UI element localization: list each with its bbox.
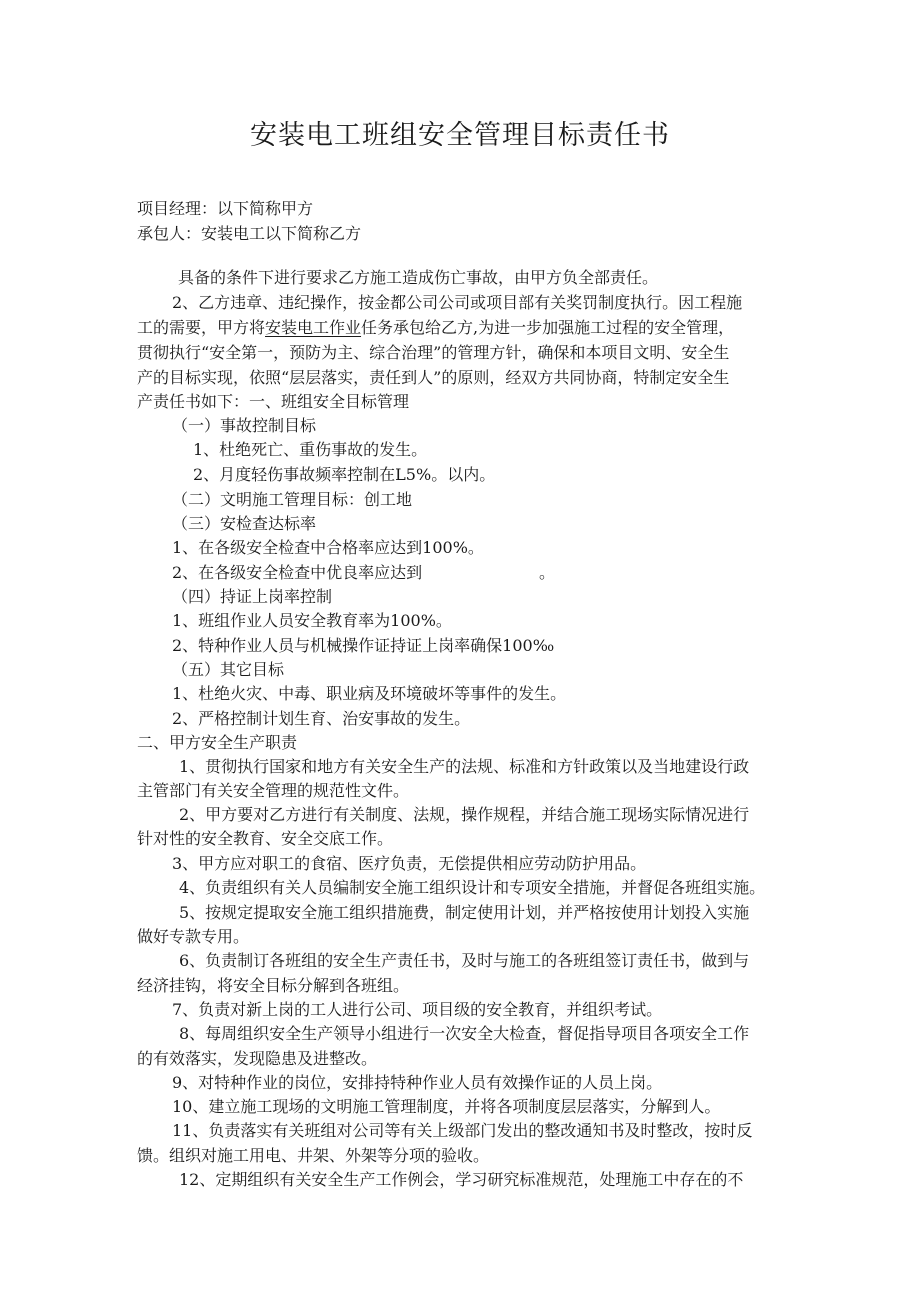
paragraph-line: 4、负责组织有关人员编制安全施工组织设计和专项安全措施，并督促各班组实施。: [179, 878, 766, 897]
list-item: 2、严格控制计划生育、治安事故的发生。: [172, 709, 471, 728]
subheading-other-goals: （五）其它目标: [172, 660, 285, 679]
paragraph-line: 经济挂钩，将安全目标分解到各班组。: [137, 976, 410, 995]
document-title: 安装电工班组安全管理目标责任书: [250, 120, 670, 151]
paragraph-line: 1、贯彻执行国家和地方有关安全生产的法规、标准和方针政策以及当地建设行政: [179, 757, 750, 776]
party-b-line: 承包人：安装电工以下简称乙方: [137, 224, 362, 243]
paragraph-line: 做好专款专用。: [137, 927, 250, 946]
intro-line-2: 2、乙方违章、违纪操作，按金都公司公司或项目部有关奖罚制度执行。因工程施: [172, 293, 743, 312]
paragraph-line: 针对性的安全教育、安全交底工作。: [137, 829, 394, 848]
paragraph-line: 2、甲方要对乙方进行有关制度、法规，操作规程，并结合施工现场实际情况进行: [179, 805, 750, 824]
paragraph-line: 9、对特种作业的岗位，安排持特种作业人员有效操作证的人员上岗。: [172, 1073, 663, 1092]
intro-line-3-post: 任务承包给乙方,为进一步加强施工过程的安全管理，: [361, 318, 735, 337]
list-item: 2、月度轻伤事故频率控制在L5%。以内。: [193, 465, 496, 484]
paragraph-line: 3、甲方应对职工的食宿、医疗负责，无偿提供相应劳动防护用品。: [172, 854, 647, 873]
list-item-end-mark: 。: [539, 563, 556, 582]
subheading-inspection-rate: （三）安检查达标率: [172, 514, 317, 533]
section-heading-party-a-duties: 二、甲方安全生产职责: [137, 733, 298, 752]
list-item: 1、杜绝死亡、重伤事故的发生。: [193, 440, 428, 459]
paragraph-line: 10、建立施工现场的文明施工管理制度，并将各项制度层层落实，分解到人。: [172, 1097, 721, 1116]
intro-line-1: 具备的条件下进行要求乙方施工造成伤亡事故，由甲方负全部责任。: [178, 268, 659, 287]
list-item: 1、班组作业人员安全教育率为100%。: [172, 611, 452, 630]
intro-line-5: 产的目标实现，依照“层层落实，责任到人”的原则，经双方共同协商，特制定安全生: [137, 368, 730, 387]
paragraph-line: 5、按规定提取安全施工组织措施费，制定使用计划，并严格按使用计划投入实施: [179, 903, 750, 922]
paragraph-line: 8、每周组织安全生产领导小组进行一次安全大检查，督促指导项目各项安全工作: [179, 1024, 750, 1043]
intro-line-4: 贯彻执行“安全第一，预防为主、综合治理”的管理方针，确保和本项目文明、安全生: [137, 343, 730, 362]
list-item: 1、在各级安全检查中合格率应达到100%。: [172, 538, 484, 557]
subheading-accident-control: （一）事故控制目标: [172, 416, 317, 435]
intro-line-3-pre: 工的需要，甲方将: [137, 318, 266, 337]
paragraph-line: 11、负责落实有关班组对公司等有关上级部门发出的整改通知书及时整改，按时反: [172, 1121, 753, 1140]
list-item: 1、杜绝火灾、中毒、职业病及环境破坏等事件的发生。: [172, 684, 567, 703]
paragraph-line: 主管部门有关安全管理的规范性文件。: [137, 781, 410, 800]
paragraph-line: 的有效落实，发现隐患及进整改。: [137, 1049, 378, 1068]
intro-line-3: [137, 318, 734, 338]
paragraph-line: 7、负责对新上岗的工人进行公司、项目级的安全教育，并组织考试。: [172, 1000, 663, 1019]
subheading-certification: （四）持证上岗率控制: [172, 587, 333, 606]
paragraph-line: 6、负责制订各班组的安全生产责任书，及时与施工的各班组签订责任书，做到与: [179, 951, 750, 970]
list-item: 2、在各级安全检查中优良率应达到: [172, 563, 423, 582]
list-item: 2、特种作业人员与机械操作证持证上岗率确保100‰: [172, 636, 555, 655]
intro-line-6: 产责任书如下：一、班组安全目标管理: [137, 392, 410, 411]
paragraph-line: 馈。组织对施工用电、井架、外架等分项的验收。: [137, 1146, 490, 1165]
underlined-work-type: 安装电工作业: [265, 318, 362, 337]
paragraph-line: 12、定期组织有关安全生产工作例会，学习研究标准规范，处理施工中存在的不: [179, 1170, 744, 1189]
party-a-line: 项目经理：以下简称甲方: [137, 199, 314, 218]
subheading-civilized-construction: （二）文明施工管理目标：创工地: [172, 490, 413, 509]
